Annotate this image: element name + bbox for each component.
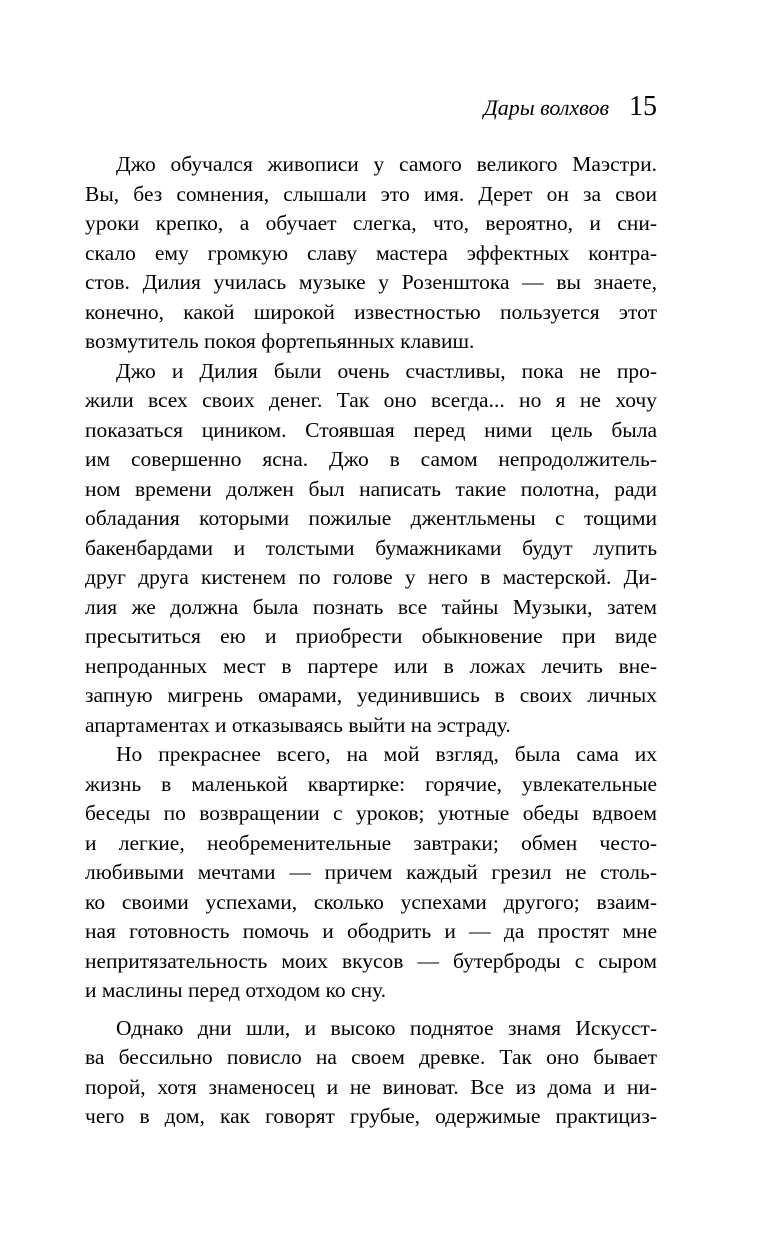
text-line: Вы, без сомнения, слышали это имя. Дерет он за свои	[85, 181, 657, 206]
text-line: беседы по возвращении с уроков; уютные обеды вдвоем	[85, 801, 657, 825]
page-text	[85, 150, 657, 1132]
text-line: скало ему громкую славу мастера эффектных контра-	[85, 240, 657, 265]
text-line: друг друга кистенем по голове у него в мастерской. Ди-	[85, 565, 657, 589]
text-line: любивыми мечтами — причем каждый грезил не столь-	[85, 860, 657, 884]
text-line: непроданных мест в партере или в ложах лечить вне-	[85, 653, 657, 678]
text-line: и маслины перед отходом ко сну.	[85, 978, 387, 1002]
paragraph	[85, 1014, 657, 1132]
paragraph	[85, 740, 657, 1006]
text-line: Но прекраснее всего, на мой взгляд, была сама их	[116, 742, 657, 766]
text-line: и легкие, необременительные завтраки; обмен често-	[85, 830, 657, 855]
text-line: показаться циником. Стоявшая перед ними цель была	[85, 417, 657, 442]
text-line: обладания которыми пожилые джентльмены с тощими	[85, 506, 657, 530]
text-line: запную мигрень омарами, уединившись в своих личных	[85, 683, 657, 707]
text-line: возмутитель покоя фортепьянных клавиш.	[85, 329, 475, 353]
text-line: бакенбардами и толстыми бумажниками будут лупить	[85, 535, 657, 560]
text-line: ная готовность помочь и ободрить и — да простят мне	[85, 919, 657, 943]
text-line: ко своими успехами, сколько успехами другого; взаим-	[85, 889, 657, 914]
paragraph	[85, 357, 657, 741]
text-line: конечно, какой широкой известностью пользуется этот	[85, 299, 657, 324]
text-line: пресытиться ею и приобрести обыкновение при виде	[85, 624, 657, 648]
running-header	[85, 92, 657, 122]
text-line: жизнь в маленькой квартирке: горячие, увлекательные	[85, 771, 657, 796]
text-line: апартаментах и отказываясь выйти на эстраду.	[85, 712, 511, 737]
text-line: им совершенно ясна. Джо в самом непродолжитель-	[85, 447, 657, 471]
text-line: стов. Дилия училась музыке у Розенштока — вы знаете,	[85, 270, 657, 294]
text-line: лия же должна была познать все тайны Музыки, затем	[85, 594, 657, 619]
text-line: Джо и Дилия были очень счастливы, пока не про-	[116, 358, 657, 383]
text-line: ва бессильно повисло на своем древке. Так оно бывает	[85, 1045, 657, 1069]
text-line: ном времени должен был написать такие полотна, ради	[85, 476, 657, 501]
text-line: порой, хотя знаменосец и не виноват. Все из дома и ни-	[85, 1074, 657, 1099]
text-line: жили всех своих денег. Так оно всегда... но я не хочу	[85, 388, 657, 412]
paragraph	[85, 150, 657, 357]
page-number: 15	[629, 91, 657, 122]
text-line: Джо обучался живописи у самого великого Маэстри.	[116, 152, 657, 176]
text-line: чего в дом, как говорят грубые, одержимые практициз-	[85, 1104, 657, 1128]
text-line: непритязательность моих вкусов — бутерброды с сыром	[85, 948, 657, 973]
text-line: уроки крепко, а обучает слегка, что, вероятно, и сни-	[85, 211, 657, 235]
running-title: Дары волхвов	[483, 95, 609, 120]
text-line: Однако дни шли, и высоко поднятое знамя Искусст-	[116, 1015, 657, 1040]
